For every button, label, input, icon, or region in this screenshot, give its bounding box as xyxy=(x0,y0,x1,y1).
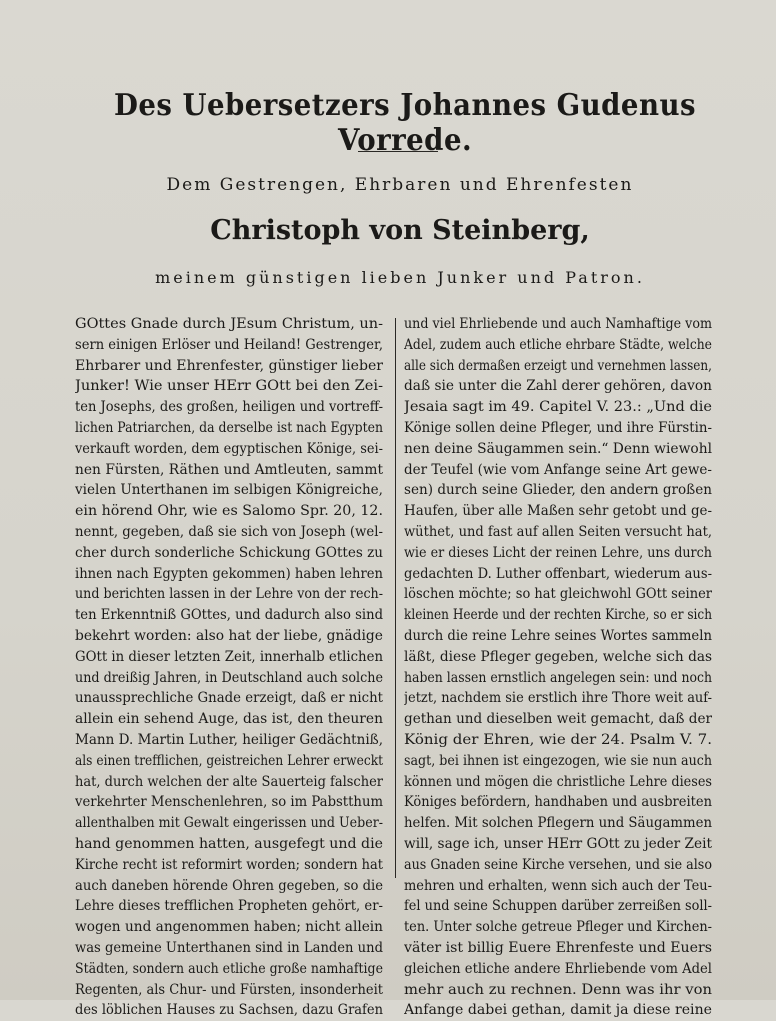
text-line: als einen trefflichen, geistreichen Lehrer erweckt xyxy=(75,752,383,769)
text-line: auch daneben hörende Ohren gegeben, so die xyxy=(75,877,383,894)
text-line: hand genommen hatten, ausgefegt und die xyxy=(75,835,383,852)
text-line: allein ein sehend Auge, das ist, den theuren xyxy=(75,711,383,728)
text-line: nen deine Säugammen sein.“ Denn wiewohl xyxy=(404,440,712,457)
text-line: sern einigen Erlöser und Heiland! Gestrenger, xyxy=(75,336,383,353)
text-line: daß sie unter die Zahl derer gehören, davon xyxy=(404,378,712,395)
text-line: mehren und erhalten, wenn sich auch der Teu- xyxy=(404,877,712,894)
text-line: des löblichen Hauses zu Sachsen, dazu Grafen xyxy=(75,1002,383,1019)
text-line: haben lassen ernstlich angelegen sein: und noch xyxy=(404,669,712,686)
text-line: wie er dieses Licht der reinen Lehre, uns durch xyxy=(404,544,712,561)
text-line: nennt, gegeben, daß sie sich von Joseph (wel- xyxy=(75,523,383,540)
text-line: was gemeine Unterthanen sind in Landen und xyxy=(75,939,383,956)
text-line: ten Josephs, des großen, heiligen und vortreff- xyxy=(75,399,383,416)
text-line: GOtt in dieser letzten Zeit, innerhalb etlichen xyxy=(75,648,383,665)
text-line: aus Gnaden seine Kirche versehen, und sie also xyxy=(404,856,712,873)
text-line: allenthalben mit Gewalt eingerissen und Ueber- xyxy=(75,815,383,832)
left-text-column xyxy=(75,314,383,1021)
text-line: kleinen Heerde und der rechten Kirche, so er sich xyxy=(404,607,712,624)
text-line: lichen Patriarchen, da derselbe ist nach Egypten xyxy=(75,419,383,436)
text-line: mehr auch zu rechnen. Denn was ihr von xyxy=(404,981,712,998)
text-line: können und mögen die christliche Lehre dieses xyxy=(404,773,712,790)
text-line: gleichen etliche andere Ehrliebende vom Adel xyxy=(404,960,712,977)
text-line: Kirche recht ist reformirt worden; sondern hat xyxy=(75,856,383,873)
text-line: König der Ehren, wie der 24. Psalm V. 7. xyxy=(404,731,712,748)
text-line: der Teufel (wie vom Anfange seine Art gewe- xyxy=(404,461,712,478)
page-title: Des Uebersetzers Johannes Gudenus Vorrede. xyxy=(113,88,697,158)
text-line: und dreißig Jahren, in Deutschland auch solche xyxy=(75,669,383,686)
text-line: bekehrt worden: also hat der liebe, gnädige xyxy=(75,627,383,644)
text-line: Regenten, als Chur- und Fürsten, insonderheit xyxy=(75,981,383,998)
text-line: durch die reine Lehre seines Wortes sammeln xyxy=(404,627,712,644)
text-line: fel und seine Schuppen darüber zerreißen soll- xyxy=(404,898,712,915)
patron-line: meinem günstigen lieben Junker und Patron. xyxy=(155,268,645,287)
text-line: will, sage ich, unser HErr GOtt zu jeder Zeit xyxy=(404,835,712,852)
text-line: Junker! Wie unser HErr GOtt bei den Zei- xyxy=(75,378,383,395)
text-line: und berichten lassen in der Lehre von der rech- xyxy=(75,586,383,603)
text-line: gedachten D. Luther offenbart, wiederum aus- xyxy=(404,565,712,582)
dedicatee-name: Christoph von Steinberg, xyxy=(210,215,590,246)
text-line: alle sich dermaßen erzeigt und vernehmen lassen, xyxy=(404,357,712,374)
text-line: GOttes Gnade durch JEsum Christum, un- xyxy=(75,316,383,332)
text-line: ten. Unter solche getreue Pfleger und Kirchen- xyxy=(404,919,712,936)
text-line: Könige sollen deine Pfleger, und ihre Fürstin- xyxy=(404,419,712,436)
text-line: wüthet, und fast auf allen Seiten versucht hat, xyxy=(404,523,712,540)
text-line: verkehrter Menschenlehren, so im Pabstthum xyxy=(75,794,383,811)
text-line: hat, durch welchen der alte Sauerteig falscher xyxy=(75,773,383,790)
text-line: Jesaia sagt im 49. Capitel V. 23.: „Und die xyxy=(404,399,712,416)
text-line: und viel Ehrliebende und auch Namhaftige vom xyxy=(404,316,712,332)
text-line: Haufen, über alle Maßen sehr getobt und ge- xyxy=(404,503,712,520)
text-line: väter ist billig Euere Ehrenfeste und Euers xyxy=(404,939,712,956)
text-line: verkauft worden, dem egyptischen Könige, sei- xyxy=(75,440,383,457)
text-line: ein hörend Ohr, wie es Salomo Spr. 20, 12. xyxy=(75,503,383,520)
text-line: Königes befördern, handhaben und ausbreiten xyxy=(404,794,712,811)
text-line: Lehre dieses trefflichen Propheten gehört, er- xyxy=(75,898,383,915)
text-line: sagt, bei ihnen ist eingezogen, wie sie nun auch xyxy=(404,752,712,769)
text-line: gethan und dieselben weit gemacht, daß der xyxy=(404,711,712,728)
text-line: Adel, zudem auch etliche ehrbare Städte, welche xyxy=(404,336,712,353)
text-line: Mann D. Martin Luther, heiliger Gedächtniß, xyxy=(75,731,383,748)
text-line: nen Fürsten, Räthen und Amtleuten, sammt xyxy=(75,461,383,478)
text-line: jetzt, nachdem sie erstlich ihre Thore weit auf- xyxy=(404,690,712,707)
text-line: ten Erkenntniß GOttes, und dadurch also sind xyxy=(75,607,383,624)
text-line: unaussprechliche Gnade erzeigt, daß er nicht xyxy=(75,690,383,707)
text-line: sen) durch seine Glieder, den andern großen xyxy=(404,482,712,499)
text-line: vielen Unterthanen im selbigen Königreiche, xyxy=(75,482,383,499)
text-line: Städten, sondern auch etliche große namhaftige xyxy=(75,960,383,977)
text-line: Anfange dabei gethan, damit ja diese reine xyxy=(404,1002,712,1019)
dedication-line: Dem Gestrengen, Ehrbaren und Ehrenfesten xyxy=(166,175,634,195)
text-line: läßt, diese Pfleger gegeben, welche sich das xyxy=(404,648,712,665)
text-line: wogen und angenommen haben; nicht allein xyxy=(75,919,383,936)
column-divider xyxy=(395,318,396,878)
text-line: ihnen nach Egypten gekommen) haben lehren xyxy=(75,565,383,582)
text-line: Ehrbarer und Ehrenfester, günstiger lieber xyxy=(75,357,383,374)
text-line: cher durch sonderliche Schickung GOttes zu xyxy=(75,544,383,561)
right-text-column xyxy=(404,314,712,1021)
text-line: löschen möchte; so hat gleichwohl GOtt seiner xyxy=(404,586,712,603)
title-rule xyxy=(358,151,438,152)
text-line: helfen. Mit solchen Pflegern und Säugammen xyxy=(404,815,712,832)
